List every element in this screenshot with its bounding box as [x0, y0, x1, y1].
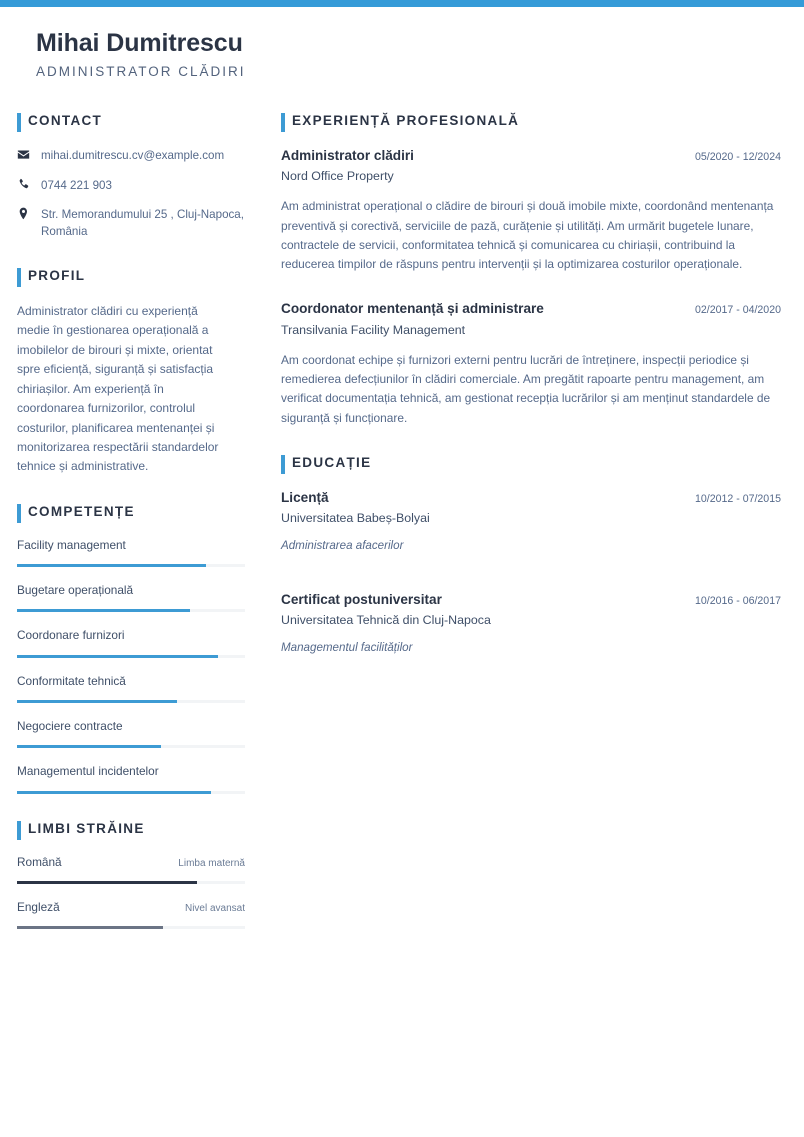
language-item — [17, 900, 262, 929]
skill-bar-fill — [17, 745, 161, 748]
phone-icon — [17, 177, 41, 191]
experience-entry-header — [281, 147, 781, 165]
candidate-job-title: ADMINISTRATOR CLĂDIRI — [36, 63, 246, 79]
skill-label: Coordonare furnizori — [17, 628, 125, 643]
language-row — [17, 855, 245, 870]
education-entry-header — [281, 489, 781, 507]
language-item — [17, 855, 262, 884]
skill-item — [17, 674, 262, 703]
skill-item — [17, 719, 262, 748]
skill-bar-track — [17, 745, 245, 748]
location-pin-icon — [17, 206, 41, 220]
experience-job-title: Coordonator mentenanță și administrare — [281, 301, 544, 317]
experience-job-title: Administrator clădiri — [281, 147, 414, 163]
contact-item-address — [17, 206, 262, 241]
cv-header — [0, 7, 804, 80]
skill-item — [17, 583, 262, 612]
contact-section — [17, 112, 262, 241]
contact-heading: CONTACT — [28, 113, 103, 128]
education-entry — [281, 591, 781, 657]
language-level-label: Limba maternă — [178, 857, 245, 869]
section-accent-bar — [17, 113, 21, 132]
education-section-header — [281, 454, 781, 473]
languages-section — [17, 820, 262, 930]
skill-bar-fill — [17, 564, 206, 567]
skill-label: Bugetare operațională — [17, 583, 134, 598]
experience-entry — [281, 147, 781, 274]
skill-label: Managementul incidentelor — [17, 764, 159, 779]
section-accent-bar — [17, 504, 21, 523]
section-accent-bar — [281, 113, 285, 132]
skill-bar-fill — [17, 655, 218, 658]
profile-section — [17, 267, 262, 477]
contact-phone-value: 0744 221 903 — [41, 178, 112, 192]
contact-item-phone[interactable] — [17, 177, 262, 195]
language-name: Română — [17, 854, 62, 869]
skill-bar-track — [17, 700, 245, 703]
skill-label: Conformitate tehnică — [17, 673, 126, 688]
skill-bar-fill — [17, 609, 190, 612]
language-bar-track — [17, 881, 245, 884]
languages-heading: LIMBI STRĂINE — [28, 820, 145, 836]
experience-date-range: 02/2017 - 04/2020 — [694, 304, 781, 317]
education-field-of-study: Administrarea afacerilor — [281, 539, 404, 553]
language-name: Engleză — [17, 899, 60, 914]
experience-description: Am coordonat echipe și furnizori externi pentru lucrări de întreținere, inspecții periodice și remedierea defecțiunilor în clădiri comerciale. Am pregătit rapoarte pentru management, am verificat documentația tehnică, am gestionat recepția lucrărilor și am menținut standardele de siguranță și funcționare. — [281, 352, 771, 425]
skill-bar-track — [17, 791, 245, 794]
skill-bar-track — [17, 655, 245, 658]
top-accent-banner — [0, 0, 804, 7]
language-bar-fill — [17, 881, 197, 884]
skills-heading: COMPETENȚE — [28, 503, 135, 519]
skill-label: Negociere contracte — [17, 719, 123, 734]
profile-section-header — [17, 267, 262, 286]
education-date-range: 10/2016 - 06/2017 — [694, 594, 781, 607]
skill-item — [17, 628, 262, 657]
section-accent-bar — [17, 268, 21, 287]
education-institution: Universitatea Babeș-Bolyai — [281, 511, 430, 526]
experience-employer: Nord Office Property — [281, 169, 394, 184]
skill-label: Facility management — [17, 537, 126, 552]
education-section — [281, 454, 781, 657]
experience-entry — [281, 300, 781, 427]
skill-bar-track — [17, 609, 245, 612]
experience-description: Am administrat operațional o clădire de birouri și două imobile mixte, coordonând mentenanța preventivă și corectivă, serviciile de pază, curățenie și utilități. Am urmărit bugetele lunare, contractele de servicii, conformitatea tehnică și comunicarea cu chiriașii, contribuind la reducerea timpilor de răspuns pentru intervenții și la optimizarea costurilor operaționale. — [281, 199, 774, 272]
cv-body-columns — [0, 112, 804, 955]
contact-address-value: Str. Memorandumului 25 , Cluj-Napoca, România — [41, 208, 244, 239]
experience-employer: Transilvania Facility Management — [281, 322, 466, 337]
profile-heading: PROFIL — [28, 268, 86, 284]
section-accent-bar — [281, 455, 285, 474]
education-entry — [281, 489, 781, 555]
education-entry-header — [281, 591, 781, 609]
section-accent-bar — [17, 821, 21, 840]
education-heading: EDUCAȚIE — [292, 454, 372, 470]
profile-text: Administrator clădiri cu experiență medie în gestionarea operațională a imobilelor de birouri și mixte, orientat spre eficiență, siguranță și satisfacția chiriașilor. Am experiență în coordonarea furnizorilor, controlul costurilor, planificarea mentenanței și monitorizarea respectării standardelor tehnice și administrative. — [17, 303, 219, 474]
contact-email-value: mihai.dumitrescu.cv@example.com — [41, 148, 225, 162]
skill-bar-track — [17, 564, 245, 567]
skill-item — [17, 764, 262, 793]
sidebar-column — [0, 112, 262, 955]
education-date-range: 10/2012 - 07/2015 — [694, 492, 781, 505]
contact-item-email[interactable] — [17, 147, 262, 165]
languages-section-header — [17, 820, 262, 839]
skill-bar-fill — [17, 700, 177, 703]
experience-entry-header — [281, 300, 781, 318]
envelope-icon — [17, 147, 41, 161]
experience-section — [281, 112, 781, 428]
language-bar-track — [17, 926, 245, 929]
experience-section-header — [281, 112, 781, 131]
candidate-name: Mihai Dumitrescu — [36, 29, 243, 57]
education-institution: Universitatea Tehnică din Cluj-Napoca — [281, 613, 491, 628]
education-degree: Licență — [281, 489, 329, 505]
language-bar-fill — [17, 926, 163, 929]
skills-section-header — [17, 503, 262, 522]
education-field-of-study: Managementul facilităților — [281, 641, 413, 655]
experience-date-range: 05/2020 - 12/2024 — [694, 150, 781, 163]
contact-section-header — [17, 112, 262, 131]
skills-section — [17, 503, 262, 794]
education-degree: Certificat postuniversitar — [281, 591, 442, 607]
experience-heading: EXPERIENȚĂ PROFESIONALĂ — [292, 113, 520, 128]
skill-bar-fill — [17, 791, 211, 794]
language-level-label: Nivel avansat — [184, 902, 245, 914]
language-row — [17, 900, 245, 915]
main-column — [262, 112, 804, 683]
skill-item — [17, 538, 262, 567]
